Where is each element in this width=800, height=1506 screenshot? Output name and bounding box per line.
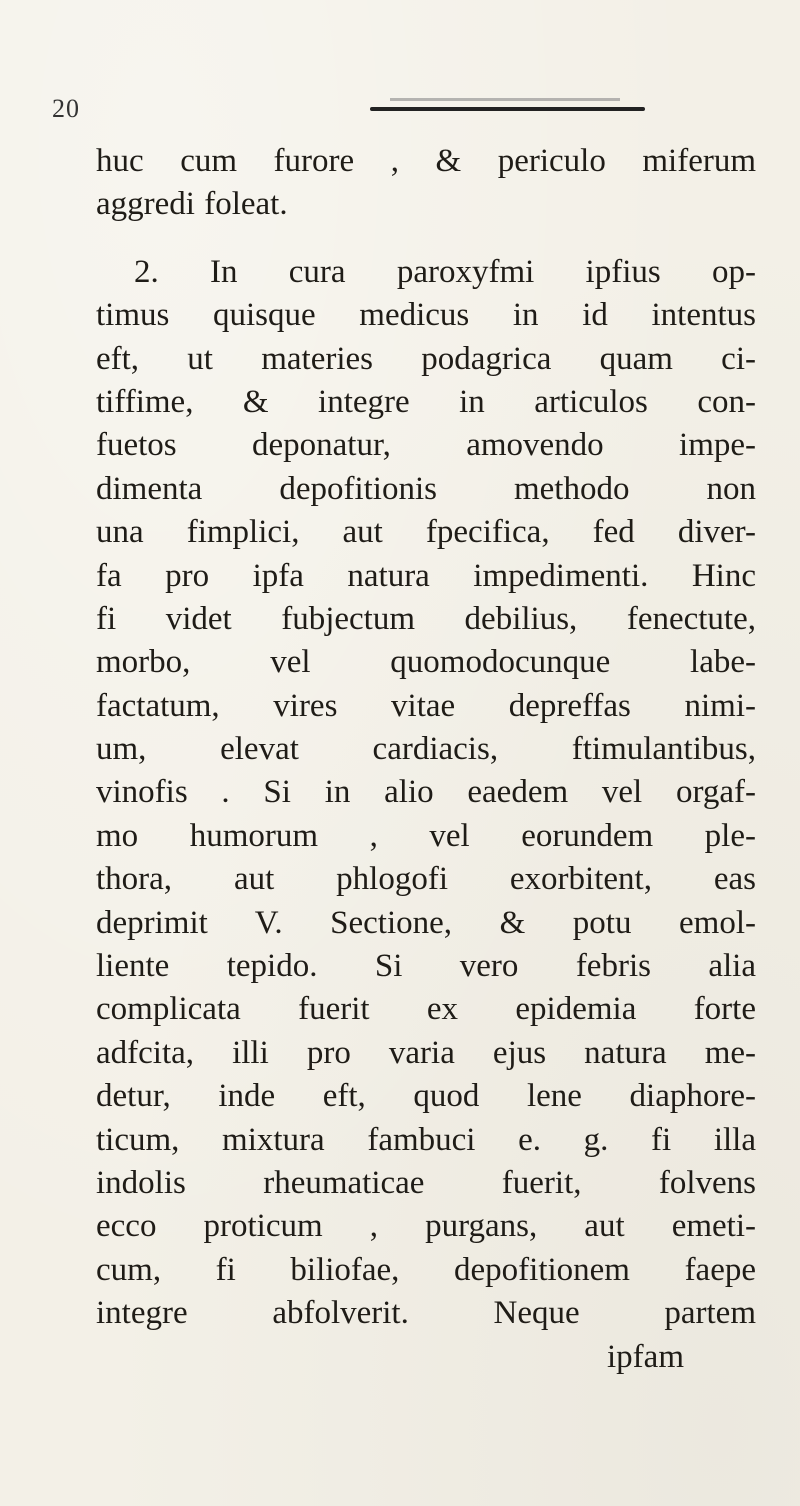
- text-line: factatum, vires vitae depreffas nimi-: [96, 687, 756, 724]
- text-line: una fimplici, aut fpecifica, fed diver-: [96, 514, 756, 551]
- text-line: cum, fi biliofae, depofitionem faepe: [96, 1251, 756, 1288]
- page-number: 20: [52, 94, 80, 123]
- body-text: [96, 140, 756, 1379]
- text-line: indolis rheumaticae fuerit, folvens: [96, 1164, 756, 1201]
- text-line: vinofis . Si in alio eaedem vel orgaf-: [96, 774, 756, 811]
- text-line: dimenta depofitionis methodo non: [96, 470, 756, 507]
- text-line: complicata fuerit ex epidemia forte: [96, 991, 756, 1028]
- catchword: ipfam: [607, 1338, 684, 1375]
- text-line: adfcita, illi pro varia ejus natura me-: [96, 1034, 756, 1071]
- paragraph-gap: [96, 227, 756, 251]
- text-line: eft, ut materies podagrica quam ci-: [96, 340, 756, 377]
- text-line: fa pro ipfa natura impedimenti. Hinc: [96, 557, 756, 594]
- text-line: 2. In cura paroxyfmi ipfius op-: [134, 253, 756, 290]
- text-line: ticum, mixtura fambuci e. g. fi illa: [96, 1121, 756, 1158]
- text-line: liente tepido. Si vero febris alia: [96, 948, 756, 985]
- text-line: huc cum furore , & periculo miferum: [96, 143, 756, 179]
- text-line: timus quisque medicus in id intentus: [96, 297, 756, 334]
- header-rule: [370, 107, 645, 111]
- text-line: integre abfolverit. Neque partem: [96, 1295, 756, 1332]
- text-line: fuetos deponatur, amovendo impe-: [96, 427, 756, 464]
- text-line: um, elevat cardiacis, ftimulantibus,: [96, 731, 756, 768]
- text-line: fi videt fubjectum debilius, fenectute,: [96, 600, 756, 637]
- text-line: detur, inde eft, quod lene diaphore-: [96, 1078, 756, 1115]
- text-line: thora, aut phlogofi exorbitent, eas: [96, 861, 756, 898]
- text-line: morbo, vel quomodocunque labe-: [96, 644, 756, 681]
- text-line: tiffime, & integre in articulos con-: [96, 383, 756, 420]
- text-line: deprimit V. Sectione, & potu emol-: [96, 904, 756, 941]
- text-line: aggredi foleat.: [96, 186, 288, 223]
- text-line: ecco proticum , purgans, aut emeti-: [96, 1208, 756, 1245]
- text-line: mo humorum , vel eorundem ple-: [96, 817, 756, 854]
